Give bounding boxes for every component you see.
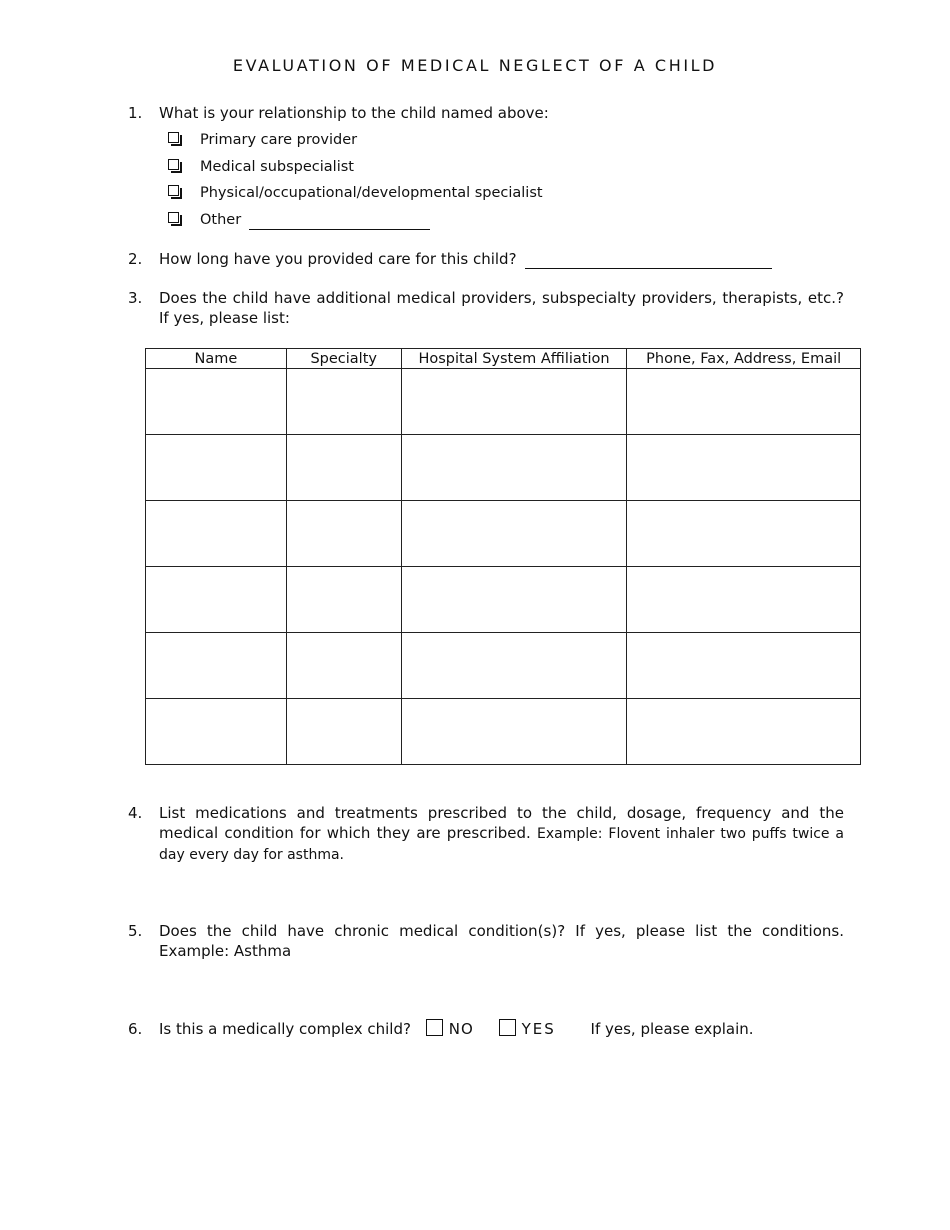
question-number: 1. — [128, 104, 143, 122]
table-row — [146, 435, 861, 501]
table-header-row — [146, 349, 861, 369]
table-cell[interactable] — [286, 567, 401, 633]
option-label: Primary care provider — [200, 132, 358, 148]
table-cell[interactable] — [401, 369, 627, 435]
option-medical-subspecialist[interactable] — [168, 157, 354, 177]
question-text: Does the child have chronic medical condition(s)? If yes, please list the conditions. Example: Asthma — [159, 922, 844, 960]
column-header: Hospital System Affiliation — [401, 349, 627, 369]
table-cell[interactable] — [401, 435, 627, 501]
providers-table — [145, 348, 861, 765]
checkbox-icon[interactable] — [168, 212, 179, 223]
question-1 — [128, 103, 844, 123]
question-number: 2. — [128, 250, 143, 268]
no-checkbox[interactable] — [426, 1019, 443, 1036]
question-text: How long have you provided care for this child? — [159, 250, 517, 268]
table-cell[interactable] — [146, 567, 287, 633]
table-cell[interactable] — [146, 501, 287, 567]
table-cell[interactable] — [286, 435, 401, 501]
question-6 — [128, 1019, 844, 1039]
table-cell[interactable] — [286, 369, 401, 435]
question-3 — [128, 288, 844, 328]
table-row — [146, 633, 861, 699]
table-cell[interactable] — [627, 435, 861, 501]
checkbox-icon[interactable] — [168, 159, 179, 170]
table-row — [146, 567, 861, 633]
table-cell[interactable] — [627, 501, 861, 567]
column-header: Phone, Fax, Address, Email — [627, 349, 861, 369]
table-cell[interactable] — [146, 369, 287, 435]
table-cell[interactable] — [286, 501, 401, 567]
column-header: Name — [146, 349, 287, 369]
table-cell[interactable] — [146, 435, 287, 501]
other-field[interactable] — [249, 213, 430, 230]
no-label: NO — [448, 1020, 474, 1038]
table-cell[interactable] — [286, 699, 401, 765]
table-cell[interactable] — [401, 501, 627, 567]
option-physical-specialist[interactable] — [168, 183, 543, 203]
explain-label: If yes, please explain. — [590, 1020, 754, 1038]
checkbox-icon[interactable] — [168, 185, 179, 196]
question-2 — [128, 249, 844, 269]
table-cell[interactable] — [627, 633, 861, 699]
question-4 — [128, 803, 844, 865]
column-header: Specialty — [286, 349, 401, 369]
question-number: 6. — [128, 1020, 143, 1038]
table-row — [146, 501, 861, 567]
duration-field[interactable] — [525, 252, 772, 269]
option-label: Other — [200, 212, 242, 228]
option-primary-care[interactable] — [168, 130, 357, 150]
question-text: Is this a medically complex child? — [159, 1020, 411, 1038]
table-cell[interactable] — [401, 699, 627, 765]
checkbox-icon[interactable] — [168, 132, 179, 143]
question-text: List medications and treatments prescribed to the child, dosage, frequency and the medical condition for which they are prescribed. — [159, 804, 844, 842]
yes-checkbox[interactable] — [499, 1019, 516, 1036]
question-example: Example: Flovent inhaler two puffs twice a day every day for asthma. — [159, 826, 844, 863]
option-other[interactable] — [168, 210, 430, 230]
table-row — [146, 699, 861, 765]
question-text: Does the child have additional medical providers, subspecialty providers, therapists, etc.? If yes, please list: — [159, 289, 844, 327]
table-cell[interactable] — [627, 699, 861, 765]
yes-label: YES — [521, 1020, 556, 1038]
table-cell[interactable] — [627, 567, 861, 633]
question-number: 5. — [128, 922, 143, 940]
question-number: 4. — [128, 804, 143, 822]
table-cell[interactable] — [286, 633, 401, 699]
question-5 — [128, 921, 844, 961]
table-cell[interactable] — [146, 633, 287, 699]
form-title: EVALUATION OF MEDICAL NEGLECT OF A CHILD — [232, 56, 718, 75]
table-cell[interactable] — [401, 567, 627, 633]
table-cell[interactable] — [401, 633, 627, 699]
option-label: Medical subspecialist — [200, 159, 354, 175]
question-number: 3. — [128, 289, 143, 307]
table-cell[interactable] — [146, 699, 287, 765]
question-text: What is your relationship to the child named above: — [159, 104, 549, 122]
option-label: Physical/occupational/developmental specialist — [200, 185, 543, 201]
table-cell[interactable] — [627, 369, 861, 435]
table-row — [146, 369, 861, 435]
